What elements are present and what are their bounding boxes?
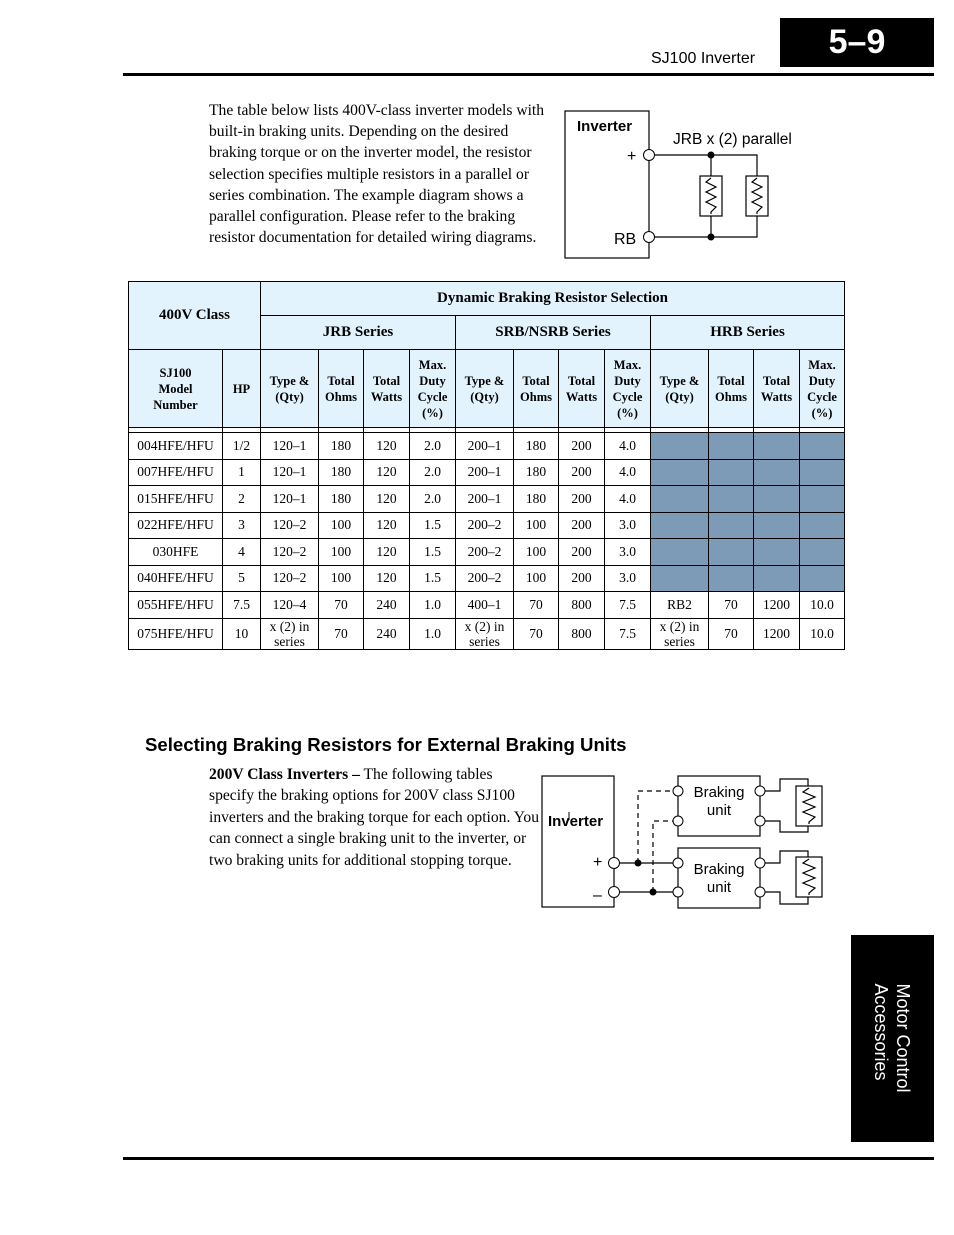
model-cell: 040HFE/HFU — [129, 565, 223, 592]
cell: 240 — [364, 618, 410, 649]
model-cell: 030HFE — [129, 539, 223, 566]
cell: 7.5 — [605, 618, 651, 649]
group-header: Dynamic Braking Resistor Selection — [261, 282, 845, 316]
hp-cell: 1 — [223, 459, 261, 486]
cell: 200 — [559, 565, 605, 592]
col-header-duty: Max. Duty Cycle (%) — [800, 350, 845, 428]
unavailable-cell — [754, 539, 800, 566]
unavailable-cell — [800, 512, 845, 539]
hp-cell: 2 — [223, 486, 261, 513]
model-cell: 015HFE/HFU — [129, 486, 223, 513]
cell: 120 — [364, 433, 410, 460]
type-cell: 400–1 — [456, 592, 514, 619]
unavailable-cell — [754, 433, 800, 460]
cell: 70 — [319, 592, 364, 619]
diagram2-plus-label: + — [593, 854, 603, 871]
unavailable-cell — [709, 486, 754, 513]
braking-resistor-table — [128, 281, 845, 650]
cell: 70 — [514, 592, 559, 619]
type-cell: 120–1 — [261, 486, 319, 513]
unavailable-cell — [754, 486, 800, 513]
col-header-type: Type & (Qty) — [651, 350, 709, 428]
unavailable-cell — [800, 433, 845, 460]
header-rule — [123, 73, 934, 76]
col-header-watts: Total Watts — [754, 350, 800, 428]
series-header-srb: SRB/NSRB Series — [456, 316, 651, 350]
unavailable-cell — [709, 565, 754, 592]
cell: 1.5 — [410, 512, 456, 539]
table-row — [129, 433, 845, 460]
cell: 100 — [319, 512, 364, 539]
cell: 2.0 — [410, 433, 456, 460]
page-number: 5–9 — [780, 18, 934, 67]
col-header-model: SJ100 Model Number — [129, 350, 223, 428]
lead-in-bold: 200V Class Inverters – — [209, 766, 360, 783]
unavailable-cell — [651, 565, 709, 592]
cell: 1.0 — [410, 618, 456, 649]
col-header-watts: Total Watts — [559, 350, 605, 428]
cell: 180 — [319, 486, 364, 513]
unavailable-cell — [709, 512, 754, 539]
unit2-line2: unit — [706, 879, 732, 896]
table-row — [129, 459, 845, 486]
diagram1-inverter-label: Inverter — [577, 118, 633, 135]
type-cell: 120–2 — [261, 512, 319, 539]
plus-terminal — [644, 150, 655, 161]
type-cell: 120–2 — [261, 539, 319, 566]
unavailable-cell — [709, 433, 754, 460]
type-cell: 120–1 — [261, 459, 319, 486]
cell: 10.0 — [800, 618, 845, 649]
cell: 2.0 — [410, 486, 456, 513]
diagram2-minus-label: – — [593, 887, 602, 904]
parallel-resistor-diagram — [560, 106, 820, 266]
cell: 120 — [364, 539, 410, 566]
type-cell: 120–1 — [261, 433, 319, 460]
resistor-icon — [796, 786, 822, 826]
cell: 100 — [319, 565, 364, 592]
cell: 180 — [514, 459, 559, 486]
table-row — [129, 486, 845, 513]
cell: 180 — [514, 486, 559, 513]
type-cell: 120–2 — [261, 565, 319, 592]
cell: 180 — [319, 459, 364, 486]
side-tab-line1: Motor Control — [893, 983, 913, 1093]
diagram1-caption: JRB x (2) parallel — [673, 131, 792, 148]
cell: 1.5 — [410, 539, 456, 566]
col-header-ohms: Total Ohms — [319, 350, 364, 428]
cell: 4.0 — [605, 486, 651, 513]
cell: 200 — [559, 486, 605, 513]
class-header: 400V Class — [129, 282, 261, 350]
hp-cell: 4 — [223, 539, 261, 566]
cell: 200 — [559, 512, 605, 539]
cell: 200 — [559, 459, 605, 486]
unavailable-cell — [651, 512, 709, 539]
cell: 1200 — [754, 618, 800, 649]
cell: 180 — [319, 433, 364, 460]
diagram1-plus-label: + — [627, 148, 637, 165]
type-cell: 200–2 — [456, 539, 514, 566]
footer-rule — [123, 1157, 934, 1160]
cell: 800 — [559, 592, 605, 619]
type-cell: x (2) in series — [456, 618, 514, 649]
cell: 1.5 — [410, 565, 456, 592]
model-cell: 004HFE/HFU — [129, 433, 223, 460]
col-header-watts: Total Watts — [364, 350, 410, 428]
cell: 120 — [364, 459, 410, 486]
unavailable-cell — [651, 459, 709, 486]
cell: 10.0 — [800, 592, 845, 619]
resistor-icon — [796, 857, 822, 897]
series-header-jrb: JRB Series — [261, 316, 456, 350]
type-cell: RB2 — [651, 592, 709, 619]
unavailable-cell — [709, 459, 754, 486]
type-cell: 200–1 — [456, 433, 514, 460]
model-cell: 007HFE/HFU — [129, 459, 223, 486]
cell: 3.0 — [605, 565, 651, 592]
model-cell: 075HFE/HFU — [129, 618, 223, 649]
col-header-ohms: Total Ohms — [709, 350, 754, 428]
section-paragraph — [209, 764, 539, 871]
table-row — [129, 512, 845, 539]
unavailable-cell — [754, 459, 800, 486]
unit1-line1: Braking — [693, 784, 745, 801]
unavailable-cell — [754, 512, 800, 539]
col-header-ohms: Total Ohms — [514, 350, 559, 428]
cell: 200 — [559, 539, 605, 566]
cell: 100 — [514, 539, 559, 566]
running-header-title: SJ100 Inverter — [651, 50, 756, 67]
model-cell: 055HFE/HFU — [129, 592, 223, 619]
hp-cell: 1/2 — [223, 433, 261, 460]
cell: 120 — [364, 512, 410, 539]
unavailable-cell — [651, 539, 709, 566]
hp-cell: 10 — [223, 618, 261, 649]
cell: 1200 — [754, 592, 800, 619]
col-header-type: Type & (Qty) — [456, 350, 514, 428]
type-cell: 200–2 — [456, 565, 514, 592]
col-header-duty: Max. Duty Cycle (%) — [605, 350, 651, 428]
cell: 70 — [709, 618, 754, 649]
cell: 4.0 — [605, 433, 651, 460]
rb-terminal — [644, 232, 655, 243]
diagram1-rb-label: RB — [614, 231, 637, 248]
type-cell: 120–4 — [261, 592, 319, 619]
type-cell: x (2) in series — [261, 618, 319, 649]
unavailable-cell — [800, 565, 845, 592]
unavailable-cell — [709, 539, 754, 566]
cell: 120 — [364, 486, 410, 513]
side-tab-line2: Accessories — [871, 983, 891, 1081]
type-cell: x (2) in series — [651, 618, 709, 649]
plus-terminal — [609, 858, 620, 869]
cell: 2.0 — [410, 459, 456, 486]
col-header-type: Type & (Qty) — [261, 350, 319, 428]
paragraph-body: The following tables specify the braking options for 200V class SJ100 inverters and the braking torque for each option. You can connect a single braking unit to the inverter, or two braking units for additional stopping torque. — [209, 766, 539, 869]
hp-cell: 5 — [223, 565, 261, 592]
cell: 180 — [514, 433, 559, 460]
unavailable-cell — [651, 433, 709, 460]
cell: 1.0 — [410, 592, 456, 619]
unavailable-cell — [800, 459, 845, 486]
type-cell: 200–2 — [456, 512, 514, 539]
unit1-line2: unit — [706, 802, 732, 819]
model-cell: 022HFE/HFU — [129, 512, 223, 539]
cell: 100 — [514, 512, 559, 539]
cell: 70 — [514, 618, 559, 649]
type-cell: 200–1 — [456, 459, 514, 486]
external-braking-unit-diagram — [538, 770, 838, 915]
hp-cell: 3 — [223, 512, 261, 539]
cell: 4.0 — [605, 459, 651, 486]
table-row — [129, 539, 845, 566]
unavailable-cell — [754, 565, 800, 592]
resistor-icon — [746, 176, 768, 216]
diagram2-inverter-label: Inverter — [548, 813, 604, 830]
cell: 70 — [319, 618, 364, 649]
cell: 3.0 — [605, 512, 651, 539]
col-header-hp: HP — [223, 350, 261, 428]
cell: 100 — [319, 539, 364, 566]
cell: 800 — [559, 618, 605, 649]
unavailable-cell — [651, 486, 709, 513]
series-header-hrb: HRB Series — [651, 316, 845, 350]
resistor-icon — [700, 176, 722, 216]
cell: 120 — [364, 565, 410, 592]
cell: 70 — [709, 592, 754, 619]
unavailable-cell — [800, 486, 845, 513]
cell: 100 — [514, 565, 559, 592]
intro-paragraph: The table below lists 400V-class inverter models with built-in braking units. Depending on the desired braking torque or on the inverter model, the resistor selection specifies multiple resistors in a parallel or series combination. The example diagram shows a parallel configuration. Please refer to the braking resistor documentation for detailed wiring diagrams. — [209, 102, 545, 247]
braking-unit-2 — [678, 848, 760, 908]
table-row — [129, 592, 845, 619]
cell: 200 — [559, 433, 605, 460]
section-heading: Selecting Braking Resistors for External Braking Units — [145, 734, 627, 755]
chapter-side-tab — [851, 935, 934, 1142]
cell: 3.0 — [605, 539, 651, 566]
unavailable-cell — [800, 539, 845, 566]
hp-cell: 7.5 — [223, 592, 261, 619]
cell: 240 — [364, 592, 410, 619]
col-header-duty: Max. Duty Cycle (%) — [410, 350, 456, 428]
table-row — [129, 565, 845, 592]
cell: 7.5 — [605, 592, 651, 619]
type-cell: 200–1 — [456, 486, 514, 513]
minus-terminal — [609, 887, 620, 898]
table-row — [129, 618, 845, 649]
unit2-line1: Braking — [693, 861, 745, 878]
